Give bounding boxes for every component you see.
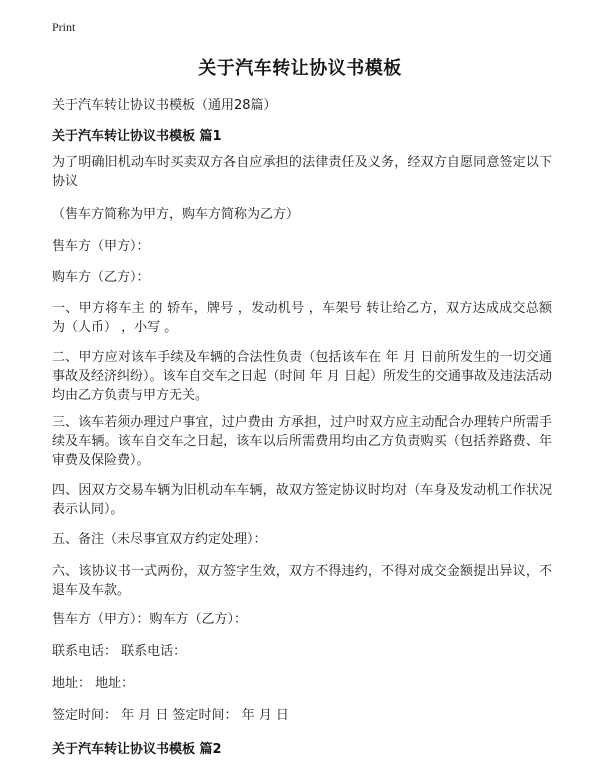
paragraph-clause-2: 二、甲方应对该车手续及车辆的合法性负责（包括该车在 年 月 日前所发生的一切交通事故及经济纠纷）。该车自交车之日起（时间 年 月 日起）所发生的交通事故及违法活动均由乙方负责与甲方无关。 — [52, 350, 552, 403]
document-subtitle: 关于汽车转让协议书模板（通用28篇） — [52, 98, 277, 113]
paragraph-seller: 售车方（甲方）： — [52, 239, 150, 254]
paragraph-clause-4: 四、因双方交易车辆为旧机动车车辆，故双方签定协议时均对（车身及发动机工作状况表示认同）。 — [52, 483, 552, 517]
paragraph-buyer: 购车方（乙方）： — [52, 270, 150, 285]
document-title: 关于汽车转让协议书模板 — [198, 58, 402, 79]
section-heading-1: 关于汽车转让协议书模板 篇1 — [52, 129, 222, 144]
paragraph-signing-date: 签定时间： 年 月 日 签定时间： 年 月 日 — [52, 708, 289, 723]
paragraph-clause-5: 五、备注（未尽事宜双方约定处理）： — [52, 532, 267, 547]
paragraph-clause-3: 三、该车若须办理过户事宜，过户费由 方承担，过户时双方应主动配合办理转户所需手续及车辆。该车自交车之日起，该车以后所需费用均由乙方负责购买（包括养路费、年审费及保险费）。 — [52, 415, 552, 468]
paragraph-clause-1: 一、甲方将车主 的 轿车，牌号 ，发动机号 ，车架号 转让给乙方，双方达成成交总额为（人币） ，小写 。 — [52, 301, 552, 335]
paragraph-clause-6: 六、该协议书一式两份，双方签字生效，双方不得违约，不得对成交金额提出异议，不退车及车款。 — [52, 564, 552, 598]
paragraph-address: 地址： 地址： — [52, 676, 135, 691]
paragraph-phone: 联系电话： 联系电话： — [52, 644, 187, 659]
paragraph-abbreviation-note: （售车方简称为甲方，购车方简称为乙方） — [52, 207, 300, 222]
paragraph-intro: 为了明确旧机动车时买卖双方各自应承担的法律责任及义务，经双方自愿同意签定以下协议 — [52, 155, 552, 189]
print-link[interactable]: Print — [52, 20, 76, 34]
paragraph-signatures: 售车方（甲方）：购车方（乙方）： — [52, 612, 248, 627]
section-heading-2: 关于汽车转让协议书模板 篇2 — [52, 742, 222, 757]
